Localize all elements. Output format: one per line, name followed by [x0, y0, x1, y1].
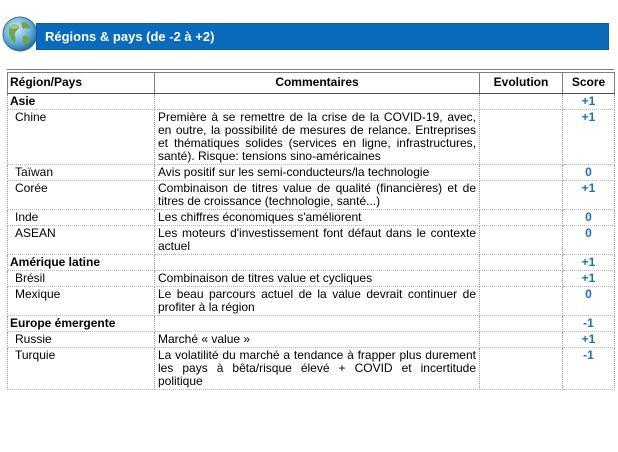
row-score: +1	[563, 271, 615, 287]
table-header-row	[8, 73, 615, 94]
row-name: Europe émergente	[8, 316, 155, 332]
row-name: Turquie	[8, 348, 155, 390]
country-row	[8, 165, 615, 181]
row-name: Russie	[8, 332, 155, 348]
region-row	[8, 255, 615, 271]
row-score: -1	[563, 316, 615, 332]
section-title: Régions & pays (de -2 à +2)	[45, 29, 215, 44]
country-row	[8, 110, 615, 165]
row-comment: Marché « value »	[155, 332, 480, 348]
row-comment	[155, 255, 480, 271]
row-score: 0	[563, 210, 615, 226]
country-row	[8, 226, 615, 255]
row-comment	[155, 94, 480, 110]
table-body	[8, 94, 615, 390]
region-row	[8, 94, 615, 110]
row-score: +1	[563, 332, 615, 348]
row-evolution	[480, 110, 563, 165]
regions-table	[7, 72, 615, 390]
row-comment: Combinaison de titres value et cycliques	[155, 271, 480, 287]
country-row	[8, 332, 615, 348]
row-name: ASEAN	[8, 226, 155, 255]
row-evolution	[480, 255, 563, 271]
table-top-rule	[7, 69, 614, 70]
row-comment	[155, 316, 480, 332]
row-evolution	[480, 287, 563, 316]
country-row	[8, 348, 615, 390]
row-name: Corée	[8, 181, 155, 210]
column-header-score: Score	[563, 73, 615, 94]
row-evolution	[480, 332, 563, 348]
row-score: +1	[563, 94, 615, 110]
row-name: Amérique latine	[8, 255, 155, 271]
row-comment: La volatilité du marché a tendance à frapper plus durement les pays à bêta/risque élevé + COVID et incertitude politique	[155, 348, 480, 390]
row-score: 0	[563, 287, 615, 316]
country-row	[8, 210, 615, 226]
column-header-comments: Commentaires	[155, 73, 480, 94]
row-evolution	[480, 181, 563, 210]
country-row	[8, 181, 615, 210]
row-evolution	[480, 271, 563, 287]
column-header-region: Région/Pays	[8, 73, 155, 94]
row-evolution	[480, 94, 563, 110]
row-name: Inde	[8, 210, 155, 226]
row-score: +1	[563, 110, 615, 165]
row-evolution	[480, 348, 563, 390]
row-name: Chine	[8, 110, 155, 165]
row-comment: Les chiffres économiques s'améliorent	[155, 210, 480, 226]
row-comment: Le beau parcours actuel de la value devrait continuer de profiter à la région	[155, 287, 480, 316]
row-name: Mexique	[8, 287, 155, 316]
row-score: -1	[563, 348, 615, 390]
region-row	[8, 316, 615, 332]
row-name: Asie	[8, 94, 155, 110]
row-comment: Les moteurs d'investissement font défaut dans le contexte actuel	[155, 226, 480, 255]
row-comment: Première à se remettre de la crise de la COVID-19, avec, en outre, la possibilité de mesures de relance. Entreprises et thématiques solides (services en ligne, infrastructures, santé). Risque: tensions sino-américaines	[155, 110, 480, 165]
row-evolution	[480, 210, 563, 226]
row-score: 0	[563, 226, 615, 255]
section-banner	[36, 23, 609, 50]
row-name: Taïwan	[8, 165, 155, 181]
row-score: +1	[563, 181, 615, 210]
row-evolution	[480, 316, 563, 332]
globe-icon	[0, 14, 40, 54]
row-evolution	[480, 226, 563, 255]
country-row	[8, 287, 615, 316]
row-comment: Avis positif sur les semi-conducteurs/la technologie	[155, 165, 480, 181]
column-header-evolution: Evolution	[480, 73, 563, 94]
row-name: Brésil	[8, 271, 155, 287]
country-row	[8, 271, 615, 287]
row-score: +1	[563, 255, 615, 271]
row-evolution	[480, 165, 563, 181]
row-comment: Combinaison de titres value de qualité (financières) et de titres de croissance (technologie, santé...)	[155, 181, 480, 210]
row-score: 0	[563, 165, 615, 181]
